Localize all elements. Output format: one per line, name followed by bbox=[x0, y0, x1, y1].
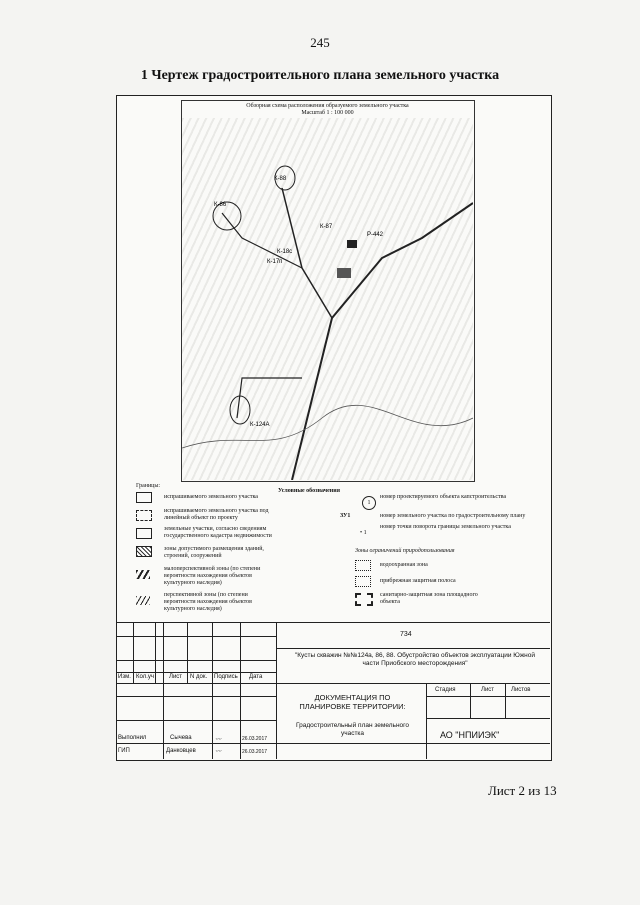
map-label-k88: К-88 bbox=[274, 176, 287, 182]
legend-right-2: номер земельного участка по градостроительному плану bbox=[380, 513, 526, 519]
page-number: 245 bbox=[310, 35, 330, 50]
overview-map bbox=[182, 118, 473, 480]
map-label-k87: К-87 bbox=[320, 224, 333, 230]
stamp-col-date: Дата bbox=[249, 674, 263, 680]
legend-zone-2: прибрежная защитная полоса bbox=[380, 578, 456, 584]
stamp-date-2: 26.03.2017 bbox=[242, 749, 268, 755]
river bbox=[182, 405, 473, 448]
stamp-col-kol: Кол.уч bbox=[136, 674, 154, 680]
map-label-k86: К-86 bbox=[214, 202, 227, 208]
legend-item-2: испрашиваемого земельного участка под линейный объект по проекту bbox=[164, 508, 269, 521]
stamp-list-col: Лист bbox=[481, 687, 495, 693]
stamp-signature-1: 〰 bbox=[215, 737, 222, 743]
legend-right-1: номер проектируемого объекта капстроительства bbox=[380, 494, 507, 500]
page-title: 1 Чертеж градостроительного плана земельного участка bbox=[140, 68, 500, 83]
legend-box-1 bbox=[136, 492, 152, 503]
legend-borders-title: Границы: bbox=[136, 483, 161, 489]
legend-box-5 bbox=[136, 570, 150, 579]
pad-center bbox=[337, 268, 351, 278]
site-124a bbox=[230, 396, 250, 424]
pad-p442 bbox=[347, 240, 357, 248]
legend-right-sym-2: ЗУ1 bbox=[340, 513, 351, 519]
legend-box-6 bbox=[136, 596, 150, 605]
map-label-p442: Р-442 bbox=[367, 232, 384, 238]
map-label-k124a: К-124А bbox=[250, 422, 270, 428]
legend-zone-box-2 bbox=[355, 576, 371, 587]
map-label-k17: К-17п bbox=[267, 259, 283, 265]
legend-item-3: земельные участки, согласно сведениям государственного кадастра недвижимости bbox=[164, 526, 272, 539]
legend-box-2 bbox=[136, 510, 152, 521]
map-caption-line2: Масштаб 1 : 100 000 bbox=[301, 110, 354, 116]
stamp-col-list: Лист bbox=[169, 674, 183, 680]
stamp-org: АО "НПИИЭК" bbox=[440, 730, 500, 740]
stamp-number: 734 bbox=[400, 631, 412, 638]
stamp-role-2: ГИП bbox=[118, 748, 130, 754]
road-main bbox=[292, 203, 473, 480]
stamp-date-1: 26.03.2017 bbox=[242, 736, 268, 742]
stamp-sub-title: Градостроительный план земельного участка bbox=[295, 722, 409, 737]
legend-item-5: малоперспективной зоны (по степени вероятности нахождения объектов культурного наследия) bbox=[164, 566, 261, 586]
legend-box-4 bbox=[136, 546, 152, 557]
legend-zone-box-1 bbox=[355, 560, 371, 571]
stamp-role-1: Выполнил bbox=[118, 735, 147, 741]
stamp-col-izm: Изм. bbox=[118, 674, 131, 680]
legend-right-sym-3: • 1 bbox=[360, 530, 367, 536]
stamp-lists-col: Листов bbox=[511, 687, 531, 693]
legend-zone-3: санитарно-защитная зона площадного объекта bbox=[380, 592, 478, 605]
road-south bbox=[237, 378, 302, 418]
map-label-k18: К-18с bbox=[277, 249, 293, 255]
stamp-name-2: Данковцев bbox=[166, 748, 196, 754]
legend-heading: Условные обозначения bbox=[278, 488, 340, 494]
legend-zone-1: водоохранная зона bbox=[380, 562, 428, 568]
legend-zones-title: Зоны ограничений природопользования bbox=[355, 548, 455, 554]
sheet-of-label: Лист 2 из 13 bbox=[488, 783, 557, 798]
legend-right-sym-1: 1 bbox=[362, 496, 376, 510]
stamp-signature-2: 〰 bbox=[215, 749, 222, 755]
stamp-name-1: Сычева bbox=[170, 735, 192, 741]
stamp-col-sign: Подпись bbox=[214, 674, 238, 680]
legend-right-3: номер точки поворота границы земельного участка bbox=[380, 524, 511, 530]
legend-box-3 bbox=[136, 528, 152, 539]
legend-zone-box-3 bbox=[355, 593, 373, 606]
stamp-doc-title: ДОКУМЕНТАЦИЯ ПО ПЛАНИРОВКЕ ТЕРРИТОРИИ: bbox=[299, 693, 406, 711]
map-caption bbox=[182, 103, 473, 117]
legend-item-4: зоны допустимого размещения зданий, строений, сооружений bbox=[164, 546, 264, 559]
legend-item-1: испрашиваемого земельного участка bbox=[164, 494, 258, 500]
stamp-project: "Кусты скважин №№124а, 86, 88. Обустройство объектов эксплуатации Южной части Приобского месторождения" bbox=[294, 652, 536, 667]
stamp-stage-col: Стадия bbox=[435, 687, 456, 693]
map-caption-line1: Обзорная схема расположения образуемого земельного участка bbox=[246, 103, 409, 109]
map-drawing bbox=[182, 118, 473, 480]
stamp-col-ndok: N док. bbox=[190, 674, 208, 680]
legend-item-6: перспективной зоны (по степени вероятности нахождения объектов культурного наследия) bbox=[164, 592, 253, 612]
